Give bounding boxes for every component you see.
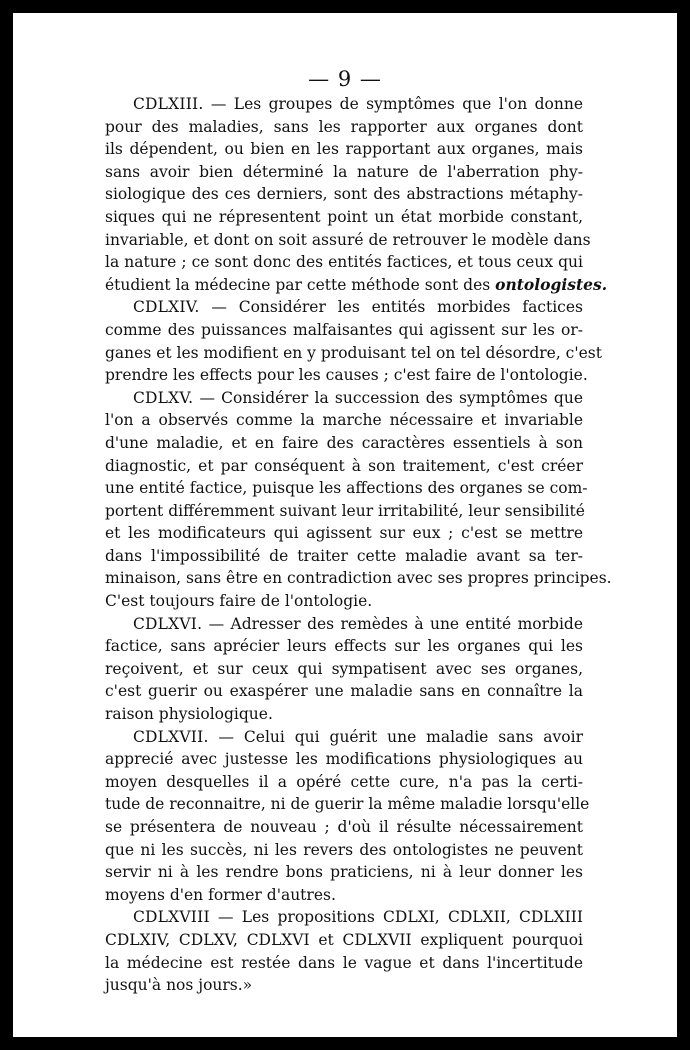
text-line: invariable, et dont on soit assuré de retrouver le modèle dans xyxy=(105,230,591,249)
text-line: comme des puissances malfaisantes qui agissent sur les or- xyxy=(105,320,583,339)
text-line xyxy=(105,93,583,116)
text-line-content: — Celui qui guérit une maladie sans avoir xyxy=(218,727,583,746)
paragraph-label: CDLXVI. xyxy=(133,614,203,633)
text-line: prendre les effects pour les causes ; c'est faire de l'ontologie. xyxy=(105,366,588,385)
text-line-content: — Adresser des remèdes à une entité morbide xyxy=(208,614,583,633)
text-line: la médecine est restée dans le vague et dans l'incertitude xyxy=(105,953,583,972)
text-line: l'on a observés comme la marche nécessaire et invariable xyxy=(105,411,583,430)
text-line: tude de reconnaitre, ni de guerir la même maladie lorsqu'elle xyxy=(105,795,590,814)
text-line: ganes et les modifient en y produisant tel on tel désordre, c'est xyxy=(105,343,602,362)
text-line: diagnostic, et par conséquent à son traitement, c'est créer xyxy=(105,456,583,475)
text-line: minaison, sans être en contradiction avec ses propres principes. xyxy=(105,569,612,588)
paragraph-label: CDLXVIII xyxy=(133,908,210,927)
page-number: — 9 — xyxy=(308,67,382,91)
text-line: CDLXIV, CDLXV, CDLXVI et CDLXVII expliquent pourquoi xyxy=(105,930,583,949)
paragraph-cdlxv xyxy=(105,387,612,613)
text-line: d'une maladie, et en faire des caractères essentiels à son xyxy=(105,433,583,452)
text-line: servir ni à les rendre bons praticiens, ni à leur donner les xyxy=(105,863,583,882)
paragraph-label: CDLXVII. xyxy=(133,727,209,746)
text-line xyxy=(105,726,583,749)
text-line-content: — Les groupes de symptômes que l'on donne xyxy=(210,95,583,113)
text-line: siques qui ne répresentent point un état morbide constant, xyxy=(105,207,583,226)
book-page xyxy=(13,13,677,1037)
text-line: la nature ; ce sont donc des entités factices, et tous ceux qui xyxy=(105,253,583,272)
text-line: sans avoir bien déterminé la nature de l'aberration phy- xyxy=(105,162,583,181)
text-line: une entité factice, puisque les affections des organes se com- xyxy=(105,479,588,498)
text-line: siologique des ces derniers, sont des abstractions métaphy- xyxy=(105,185,583,204)
paragraph-cdlxvii xyxy=(105,726,590,907)
text-line-content: — Les propositions CDLXI, CDLXII, CDLXIII xyxy=(218,908,583,927)
text-line: que ni les succès, ni les revers des ontologistes ne peuvent xyxy=(105,840,583,859)
text-line: se présentera de nouveau ; d'où il résulte nécessairement xyxy=(105,818,583,836)
italic-word: ontologistes. xyxy=(495,274,608,294)
paragraph-label: CDLXIII. xyxy=(133,95,204,113)
text-line: et les modificateurs qui agissent sur eux ; c'est se mettre xyxy=(105,524,583,543)
paragraph-cdlxvi xyxy=(105,613,583,726)
paragraph-cdlxiii xyxy=(105,93,608,296)
text-line xyxy=(105,296,583,319)
text-line: portent différemment suivant leur irritabilité, leur sensibilité xyxy=(105,501,585,520)
text-line: C'est toujours faire de l'ontologie. xyxy=(105,592,373,611)
paragraph-cdlxviii xyxy=(105,906,583,996)
text-line: raison physiologique. xyxy=(105,705,273,724)
text-line-content: — Considérer la succession des symptômes que xyxy=(199,388,583,407)
text-line: pour des maladies, sans les rapporter aux organes dont xyxy=(105,117,583,136)
text-line: apprecié avec justesse les modifications physiologiques au xyxy=(105,750,583,769)
text-line-content: — Considérer les entités morbides factices xyxy=(211,298,583,317)
text-line xyxy=(105,274,608,297)
paragraph-cdlxiv xyxy=(105,296,602,386)
text-line: factice, sans aprécier leurs effects sur les organes qui les xyxy=(105,637,583,656)
text-line: moyens d'en former d'autres. xyxy=(105,885,336,904)
text-line: ils dépendent, ou bien en les rapportant aux organes, mais xyxy=(105,140,583,159)
text-line xyxy=(105,387,583,410)
text-line: moyen desquelles il a opéré cette cure, n'a pas la certi- xyxy=(105,772,583,791)
text-line xyxy=(105,613,583,636)
text-line: jusqu'à nos jours.» xyxy=(105,976,253,995)
page-body xyxy=(105,93,612,997)
paragraph-label: CDLXIV. xyxy=(133,298,200,317)
text-line: dans l'impossibilité de traiter cette maladie avant sa ter- xyxy=(105,546,583,565)
paragraph-label: CDLXV. xyxy=(133,388,194,407)
text-line-content: étudient la médecine par cette méthode sont des xyxy=(105,275,491,294)
text-line xyxy=(105,906,583,929)
text-line: reçoivent, et sur ceux qui sympatisent avec ses organes, xyxy=(105,659,583,678)
text-line: c'est guerir ou exaspérer une maladie sans en connaître la xyxy=(105,682,583,701)
